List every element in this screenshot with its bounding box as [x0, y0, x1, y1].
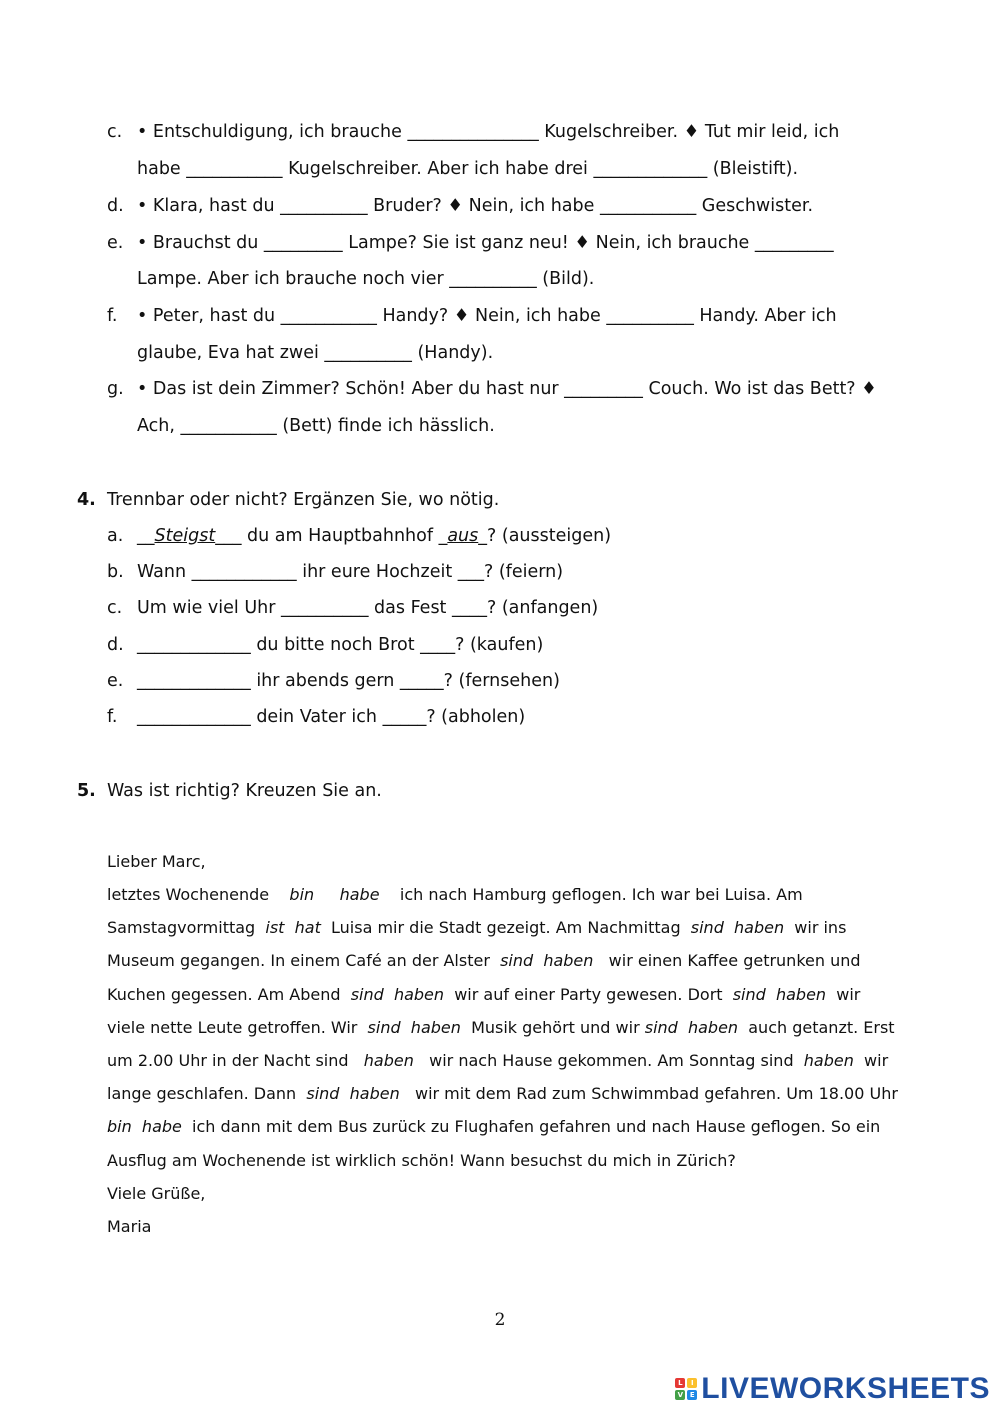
item-line: • Klara, hast du __________ Bruder? ♦ Nein, ich habe ___________ Geschwister.	[137, 196, 814, 216]
option-sind[interactable]: sind	[644, 1018, 678, 1037]
item-line: • Peter, hast du ___________ Handy? ♦ Nein, ich habe __________ Handy. Aber ich	[137, 306, 837, 326]
option-hat[interactable]: hat	[294, 918, 321, 937]
option-sind[interactable]: sind	[350, 985, 384, 1004]
item-letter: d.	[107, 635, 124, 655]
option-haben[interactable]: haben	[543, 951, 594, 970]
option-haben[interactable]: haben	[775, 985, 827, 1004]
option-ist[interactable]: ist	[265, 918, 285, 937]
option-haben[interactable]: haben	[349, 1084, 400, 1103]
item-line: • Das ist dein Zimmer? Schön! Aber du hast nur _________ Couch. Wo ist das Bett? ♦	[137, 379, 877, 399]
section-title: Was ist richtig? Kreuzen Sie an.	[107, 781, 382, 801]
option-habe[interactable]: habe	[141, 1117, 182, 1136]
item-letter: d.	[107, 196, 124, 216]
letter-signature: Maria	[107, 1217, 152, 1236]
item-line: glaube, Eva hat zwei __________ (Handy).	[137, 343, 494, 363]
item-letter: e.	[107, 233, 124, 253]
option-sind[interactable]: sind	[690, 918, 724, 937]
option-haben[interactable]: haben	[393, 985, 445, 1004]
logo-text: LIVEWORKSHEETS	[701, 1372, 990, 1405]
item-letter: a.	[107, 526, 124, 546]
item-line: _____________ du bitte noch Brot ____? (kaufen)	[137, 635, 544, 655]
option-bin[interactable]: bin	[289, 885, 315, 904]
item-letter: f.	[107, 306, 118, 326]
letter-line: viele nette Leute getroffen. Wir sind haben Musik gehört und wir sind haben auch getanzt. Erst	[107, 1018, 895, 1037]
option-sind[interactable]: sind	[367, 1018, 401, 1037]
item-line: Wann ____________ ihr eure Hochzeit ___? (feiern)	[137, 562, 564, 582]
item-letter: b.	[107, 562, 124, 582]
example-answer: aus	[447, 526, 479, 546]
letter-line: lange geschlafen. Dann sind haben wir mit dem Rad zum Schwimmbad gefahren. Um 18.00 Uhr	[107, 1084, 898, 1103]
letter-line: letztes Wochenende bin habe ich nach Hamburg geflogen. Ich war bei Luisa. Am	[107, 885, 803, 904]
option-haben[interactable]: haben	[803, 1051, 854, 1070]
item-letter: e.	[107, 671, 124, 691]
example-answer: Steigst	[154, 526, 216, 546]
liveworksheets-logo	[675, 1372, 990, 1406]
example-line: __Steigst___ du am Hauptbahnhof _aus_? (aussteigen)	[137, 526, 612, 546]
item-line: Um wie viel Uhr __________ das Fest ____? (anfangen)	[137, 598, 599, 618]
option-sind[interactable]: sind	[500, 951, 534, 970]
item-line: Ach, ___________ (Bett) finde ich hässlich.	[137, 416, 495, 436]
option-haben[interactable]: haben	[410, 1018, 461, 1037]
letter-closing: Viele Grüße,	[107, 1184, 206, 1203]
letter-line: bin habe ich dann mit dem Bus zurück zu Flughafen gefahren und nach Hause geflogen. So ein	[107, 1117, 881, 1136]
item-line: • Entschuldigung, ich brauche _______________ Kugelschreiber. ♦ Tut mir leid, ich	[137, 122, 840, 142]
item-letter: c.	[107, 122, 123, 142]
letter-line: um 2.00 Uhr in der Nacht sind haben wir nach Hause gekommen. Am Sonntag sind haben wir	[107, 1051, 889, 1070]
page-number: 2	[494, 1310, 506, 1330]
logo-icon: L I V E	[675, 1378, 697, 1400]
letter-line: Samstagvormittag ist hat Luisa mir die Stadt gezeigt. Am Nachmittag sind haben wir ins	[107, 918, 847, 937]
item-letter: c.	[107, 598, 123, 618]
option-sind[interactable]: sind	[306, 1084, 340, 1103]
item-line: _____________ ihr abends gern _____? (fernsehen)	[137, 671, 560, 691]
section-number: 5.	[77, 781, 96, 801]
option-bin[interactable]: bin	[107, 1117, 132, 1136]
letter-line: Kuchen gegessen. Am Abend sind haben wir auf einer Party gewesen. Dort sind haben wir	[107, 985, 861, 1004]
letter-last-line: Ausflug am Wochenende ist wirklich schön! Wann besuchst du mich in Zürich?	[107, 1151, 736, 1170]
option-haben[interactable]: haben	[687, 1018, 739, 1037]
letter-line: Museum gegangen. In einem Café an der Alster sind haben wir einen Kaffee getrunken und	[107, 951, 861, 970]
item-letter: f.	[107, 707, 118, 727]
item-line: Lampe. Aber ich brauche noch vier __________ (Bild).	[137, 269, 595, 289]
letter-greeting: Lieber Marc,	[107, 852, 206, 871]
option-haben[interactable]: haben	[734, 918, 785, 937]
item-line: habe ___________ Kugelschreiber. Aber ich habe drei _____________ (Bleistift).	[137, 159, 799, 179]
item-letter: g.	[107, 379, 124, 399]
item-line: _____________ dein Vater ich _____? (abholen)	[137, 707, 526, 727]
item-line: • Brauchst du _________ Lampe? Sie ist ganz neu! ♦ Nein, ich brauche _________	[137, 233, 834, 253]
section-title: Trennbar oder nicht? Ergänzen Sie, wo nötig.	[107, 490, 500, 510]
option-sind[interactable]: sind	[732, 985, 766, 1004]
option-haben[interactable]: haben	[363, 1051, 414, 1070]
option-habe[interactable]: habe	[339, 885, 380, 904]
section-number: 4.	[77, 490, 96, 510]
